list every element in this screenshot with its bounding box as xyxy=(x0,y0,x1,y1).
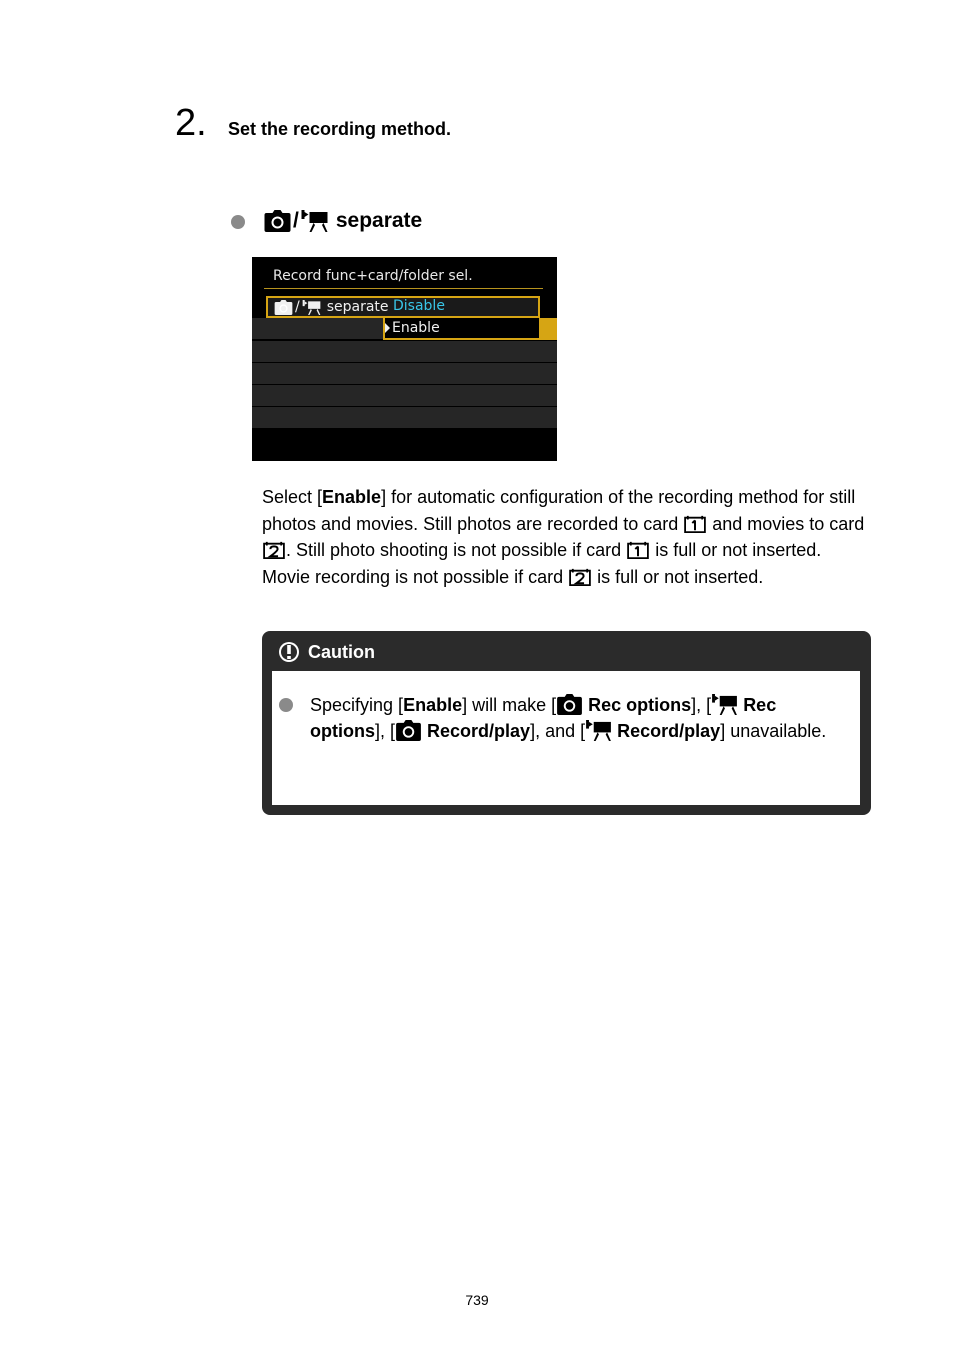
card-1-icon xyxy=(684,515,706,533)
movie-icon xyxy=(301,210,328,232)
text-run: is full or not inserted. xyxy=(592,566,764,587)
step-title: Set the recording method. xyxy=(228,119,452,139)
text-run: and movies to card xyxy=(707,513,865,534)
selection-arrow-icon xyxy=(385,323,390,333)
camera-icon xyxy=(274,300,293,315)
text-run: ], [ xyxy=(375,721,396,741)
camera-menu-screen xyxy=(252,257,557,461)
menu-row-empty xyxy=(252,407,557,428)
enable-term: Enable xyxy=(322,487,382,507)
section-label: separate xyxy=(335,209,423,232)
camera-icon xyxy=(556,694,583,715)
menu-row-empty xyxy=(252,385,557,406)
menu-name: Rec options xyxy=(588,695,692,715)
screen-title: Record func+card/folder sel. xyxy=(273,268,473,284)
page-number: 739 xyxy=(465,1292,489,1308)
text-run: ] will make [ xyxy=(462,695,557,715)
caution-title: Caution xyxy=(308,641,375,662)
option-disable[interactable]: Disable xyxy=(393,298,445,314)
movie-icon xyxy=(711,694,738,715)
card-1-icon xyxy=(627,541,649,559)
caution-header xyxy=(278,639,375,665)
menu-row-empty xyxy=(252,363,557,384)
menu-row-empty xyxy=(252,341,557,362)
step-number: 2. xyxy=(175,102,207,144)
option-enable[interactable]: Enable xyxy=(392,320,440,336)
menu-name: Rec options xyxy=(310,695,777,741)
text-run: ] for automatic configuration of the recording method for still photos and movies. Still photos are recorded to card xyxy=(262,487,856,534)
description-paragraph xyxy=(262,484,872,590)
movie-icon xyxy=(302,300,321,315)
text-run: . Still photo shooting is not possible if card xyxy=(286,540,627,560)
text-run: ] unavailable. xyxy=(720,721,827,741)
camera-icon xyxy=(395,720,422,741)
text-run: is full or not inserted. Movie recording is not possible if card xyxy=(262,540,822,587)
bullet-icon xyxy=(231,215,245,229)
menu-highlight-edge xyxy=(541,318,557,340)
menu-row-label xyxy=(274,298,389,316)
screen-divider xyxy=(264,288,543,289)
text-run: ], and [ xyxy=(530,721,586,741)
movie-icon xyxy=(585,720,612,741)
menu-row-text: separate xyxy=(326,299,389,315)
camera-icon xyxy=(264,210,291,232)
text-run: Select [ xyxy=(262,487,323,507)
enable-term: Enable xyxy=(403,695,463,715)
slash-separator: / xyxy=(293,209,299,232)
caution-text xyxy=(310,692,850,744)
section-heading xyxy=(264,206,422,236)
menu-name: Record/play xyxy=(617,721,721,741)
text-run: ], [ xyxy=(691,695,712,715)
card-2-icon xyxy=(263,541,285,559)
text-run: Specifying [ xyxy=(310,695,404,715)
warning-icon xyxy=(278,641,300,663)
menu-name: Record/play xyxy=(427,721,531,741)
slash-separator: / xyxy=(295,299,300,315)
bullet-icon xyxy=(279,698,293,712)
card-2-icon xyxy=(569,568,591,586)
